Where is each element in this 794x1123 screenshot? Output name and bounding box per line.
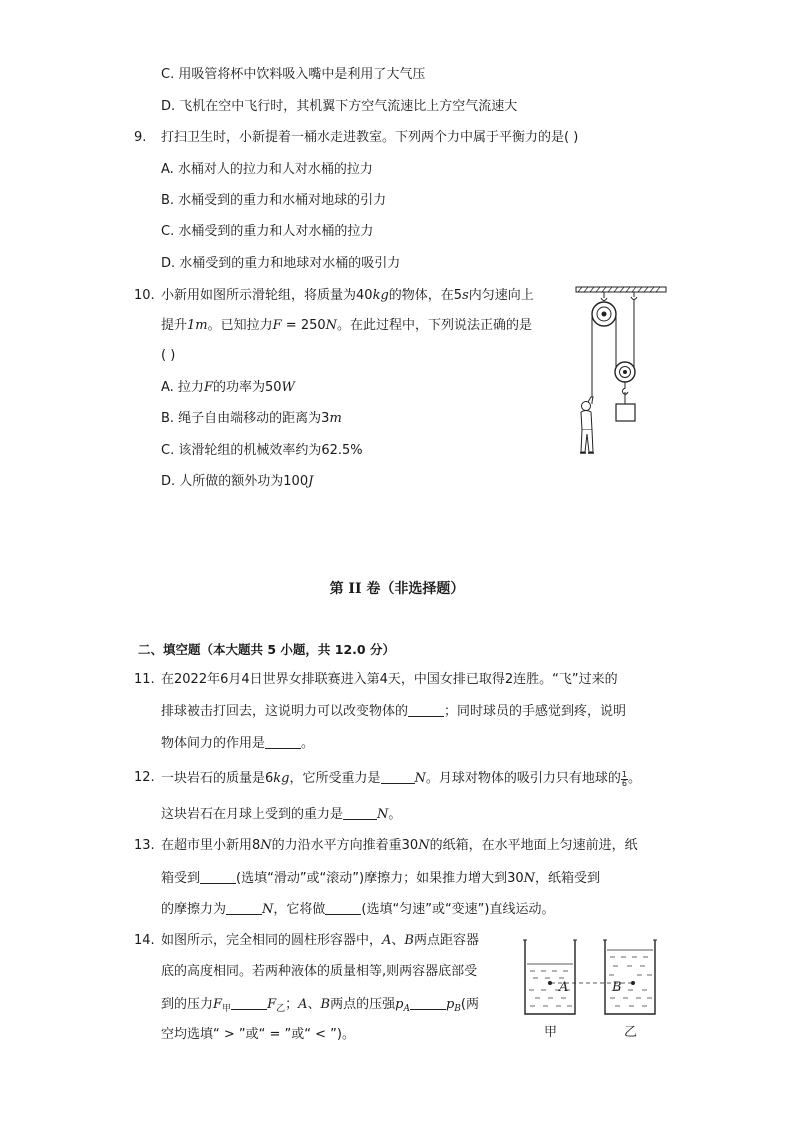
q14-line4: 空均选填“ > ”或“ = ”或“ < ”)。 <box>161 1027 355 1042</box>
q14-line1: 如图所示，完全相同的圆柱形容器中，A、B两点距容器 <box>161 933 479 948</box>
q12-line2: 这块岩石在月球上受到的重力是 N。 <box>161 807 402 822</box>
q13-blank-1[interactable] <box>200 870 236 884</box>
q10-option-a: A. 拉力F的功率为50W <box>161 380 295 395</box>
part2-title: 第 II 卷（非选择题） <box>329 581 465 597</box>
q14-blank-1[interactable] <box>231 996 267 1010</box>
q9-option-d: D. 水桶受到的重力和地球对水桶的吸引力 <box>161 256 401 271</box>
svg-text:A: A <box>559 980 569 995</box>
q10-stem-line3: ( ) <box>161 348 176 363</box>
q9-number: 9. <box>134 130 147 145</box>
container-jia <box>523 940 577 1014</box>
q13-line2: 箱受到 (选填“滑动”或“滚动”)摩擦力；如果推力增大到30N，纸箱受到 <box>161 871 601 886</box>
q11-blank-1[interactable] <box>408 703 444 717</box>
svg-text:B: B <box>612 980 622 995</box>
section-header-fill-in: 二、填空题（本大题共 5 小题，共 12.0 分） <box>138 642 395 657</box>
q13-line1: 在超市里小新用8N的力沿水平方向推着重30N的纸箱，在水平地面上匀速前进，纸 <box>161 838 638 853</box>
q9-option-a: A. 水桶对人的拉力和人对水桶的拉力 <box>161 162 373 177</box>
q11-number: 11. <box>134 672 155 687</box>
label-yi: 乙 <box>624 1025 638 1040</box>
label-jia: 甲 <box>544 1025 558 1040</box>
q13-number: 13. <box>134 838 155 853</box>
q12-blank-2[interactable] <box>343 806 377 820</box>
q14-line3: 到的压力$F_甲$ $F_乙$；A、B两点的压强$p_A$ $p_B$(两 <box>161 997 479 1014</box>
q8-option-d: D. 飞机在空中飞行时，其机翼下方空气流速比上方空气流速大 <box>161 99 518 114</box>
q13-blank-3[interactable] <box>325 901 361 915</box>
person-pulling <box>580 397 594 453</box>
load-block <box>616 404 635 421</box>
q10-number: 10. <box>134 288 155 303</box>
q12-blank-1[interactable] <box>381 770 415 784</box>
q12-line1: 一块岩石的质量是6kg，它所受重力是 N。月球对物体的吸引力只有地球的 $\frac{1}{6}$ 。 <box>161 770 641 788</box>
q8-option-c: C. 用吸管将杯中饮料吸入嘴中是利用了大气压 <box>161 67 426 82</box>
q12-number: 12. <box>134 770 155 785</box>
q10-option-c: C. 该滑轮组的机械效率约为62.5% <box>161 443 363 458</box>
container-yi <box>603 940 657 1014</box>
q14-line2: 底的高度相同。若两种液体的质量相等,则两容器底部受 <box>161 964 478 979</box>
pulley-system-figure <box>570 284 670 459</box>
fraction-one-sixth: $\frac{1}{6}$ <box>621 770 627 788</box>
q14-number: 14. <box>134 933 155 948</box>
q11-blank-2[interactable] <box>265 735 301 749</box>
q14-blank-2[interactable] <box>410 996 446 1010</box>
two-containers-figure <box>515 930 665 1045</box>
q9-stem: 打扫卫生时，小新提着一桶水走进教室。下列两个力中属于平衡力的是( ) <box>161 130 579 145</box>
q10-stem-line1: 小新用如图所示滑轮组，将质量为40kg的物体，在5s内匀速向上 <box>161 288 534 303</box>
q13-line3: 的摩擦力为 N，它将做 (选填“匀速”或“变速”)直线运动。 <box>161 902 555 917</box>
q11-line3: 物体间力的作用是 。 <box>161 736 315 751</box>
q10-stem-line2: 提升1m。已知拉力F = 250N。在此过程中，下列说法正确的是 <box>161 318 533 333</box>
q9-option-c: C. 水桶受到的重力和人对水桶的拉力 <box>161 224 374 239</box>
q11-line1: 在2022年6月4日世界女排联赛进入第4天，中国女排已取得2连胜。“飞”过来的 <box>161 672 618 687</box>
q10-option-d: D. 人所做的额外功为100J <box>161 474 314 489</box>
q11-line2: 排球被击打回去，这说明力可以改变物体的 ；同时球员的手感觉到疼，说明 <box>161 704 627 719</box>
q9-option-b: B. 水桶受到的重力和水桶对地球的引力 <box>161 193 387 208</box>
q13-blank-2[interactable] <box>226 901 262 915</box>
q10-option-b: B. 绳子自由端移动的距离为3m <box>161 411 342 426</box>
